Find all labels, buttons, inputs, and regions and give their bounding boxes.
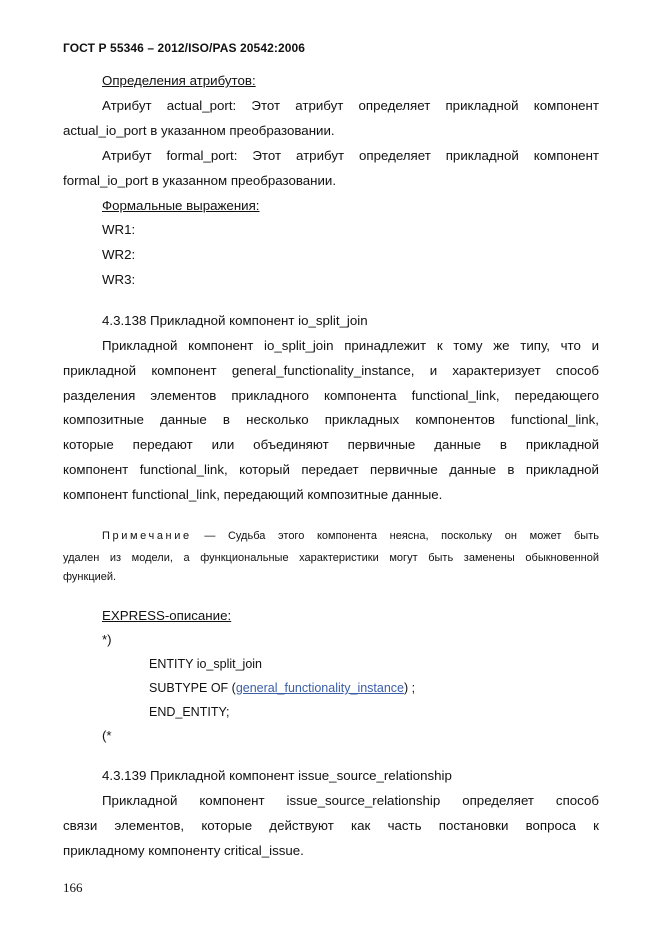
code-close-comment: (*: [102, 728, 112, 743]
section-4-3-138-text-line: компонент functional_link, передающий композитные данные.: [63, 487, 443, 502]
formal-port-definition-line-1: Атрибут formal_port: Этот атрибут определяет прикладной компонент: [102, 148, 599, 163]
code-subtype-line: [149, 680, 415, 696]
note-line-1: [102, 529, 599, 543]
attribute-definitions-heading: Определения атрибутов:: [102, 73, 256, 88]
actual-port-definition-line-2: actual_io_port в указанном преобразовании.: [63, 123, 335, 138]
express-description-heading: EXPRESS-описание:: [102, 608, 232, 623]
section-4-3-138-text-line: которые передают или объединяют первичные данные в прикладной: [63, 437, 599, 452]
note-label: Примечание: [102, 530, 192, 542]
note-line-2: удален из модели, а функциональные характеристики могут быть заменены обыкновенной: [63, 552, 599, 564]
section-4-3-139-title: 4.3.139 Прикладной компонент issue_source_relationship: [102, 768, 452, 783]
code-end-entity-line: END_ENTITY;: [149, 705, 230, 719]
section-4-3-138-text-line: компонент functional_link, который передает первичные данные в прикладной: [63, 462, 599, 477]
wr2-label: WR2:: [102, 247, 136, 262]
section-4-3-138-text-line: Прикладной компонент io_split_join принадлежит к тому же типу, что и: [102, 338, 599, 353]
page-number: 166: [63, 880, 83, 895]
general-functionality-instance-link[interactable]: general_functionality_instance: [235, 681, 404, 695]
code-entity-line: ENTITY io_split_join: [149, 657, 263, 671]
section-4-3-138-text-line: композитные данные в несколько прикладных компонентов functional_link,: [63, 412, 599, 427]
formal-expressions-heading: Формальные выражения:: [102, 198, 260, 213]
section-4-3-139-text-line: Прикладной компонент issue_source_relationship определяет способ: [102, 793, 599, 808]
wr3-label: WR3:: [102, 272, 136, 287]
code-subtype-suffix: ) ;: [404, 681, 416, 695]
code-open-comment: *): [102, 632, 112, 647]
code-subtype-prefix: SUBTYPE OF (: [149, 681, 236, 695]
document-header: ГОСТ Р 55346 – 2012/ISO/PAS 20542:2006: [63, 41, 306, 55]
section-4-3-139-text-line: связи элементов, которые действуют как часть постановки вопроса к: [63, 818, 599, 833]
section-4-3-138-text-line: прикладной компонент general_functionality_instance, и характеризует способ: [63, 363, 599, 378]
section-4-3-138-title: 4.3.138 Прикладной компонент io_split_join: [102, 313, 368, 328]
note-text-1: — Судьба этого компонента неясна, поскольку он может быть: [191, 530, 599, 542]
section-4-3-139-text-line: прикладному компоненту critical_issue.: [63, 843, 304, 858]
wr1-label: WR1:: [102, 222, 136, 237]
formal-port-definition-line-2: formal_io_port в указанном преобразовании.: [63, 173, 337, 188]
section-4-3-138-text-line: разделения элементов прикладного компонента functional_link, передающего: [63, 388, 599, 403]
note-line-3: функцией.: [63, 571, 117, 583]
actual-port-definition-line-1: Атрибут actual_port: Этот атрибут определяет прикладной компонент: [102, 98, 599, 113]
